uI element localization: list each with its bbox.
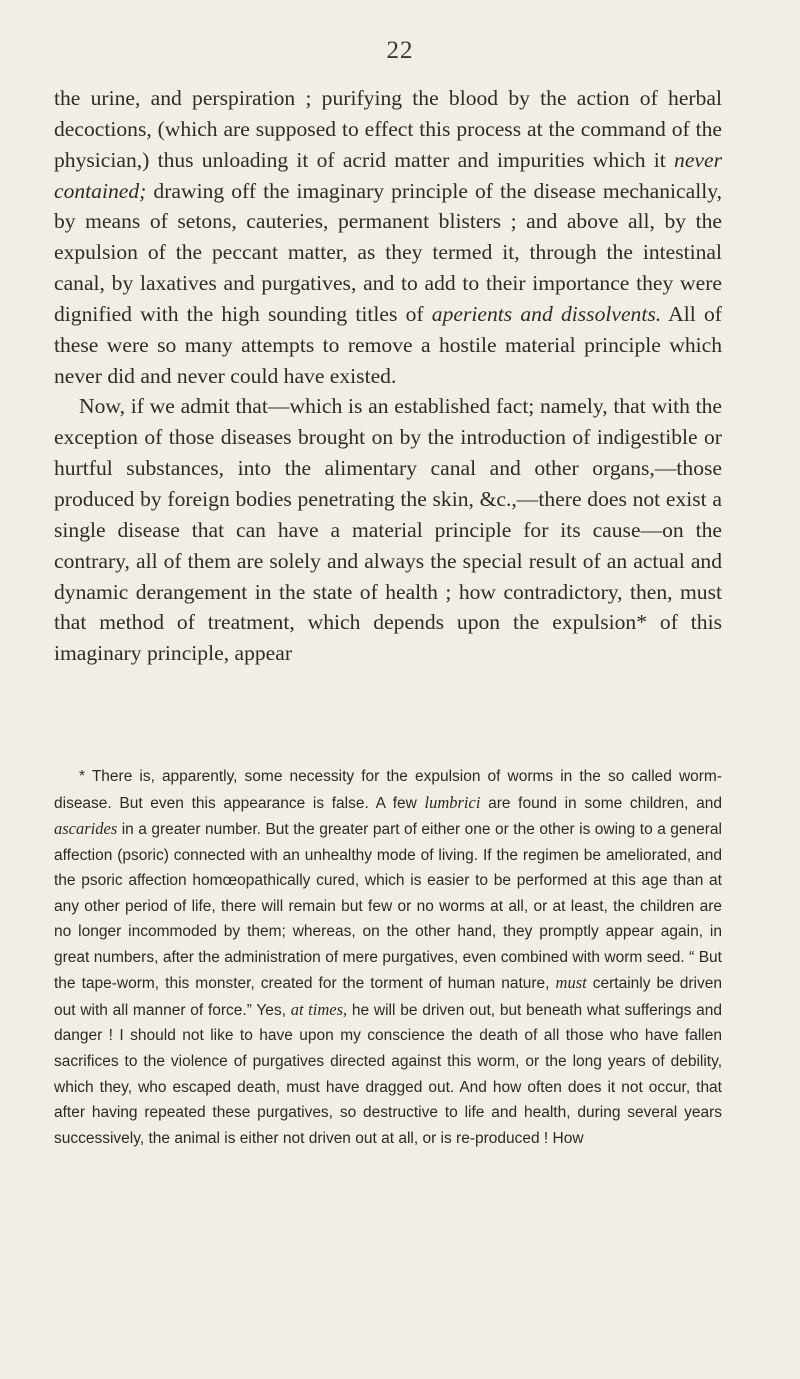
main-text — [54, 83, 722, 669]
paragraph-1-italic-aperients: aperients and dissolvents. — [431, 301, 662, 326]
footnote-text-i: he will be driven out, but beneath what sufferings and danger ! I should not like to have upon my conscience the death of all those who have fallen sacrifices to the violence of purgatives directed against this worm, or the long years of debility, which they, who escaped death, must have dragged out. And how often does it not occur, that after having repeated these purgatives, so destructive to life and health, during several years successively, the animal is either not driven out at all, or is re-produced ! How — [54, 1001, 722, 1147]
footnote-italic-lumbrici: lumbrici — [424, 792, 481, 812]
page-number: 22 — [386, 37, 414, 64]
footnote-text-g: certainly be driven out with all manner of force.” Yes, — [54, 975, 722, 1019]
footnote-text-e: in a greater number. But the greater part of either one or the other is owing to a general affection (psoric) connected with an unhealthy mode of living. If the regimen be ameliorated, and the psoric affection homœopathically cured, which is easier to be performed at this age than at any other period of life, there will remain but few or no worms at all, or at least, the children are no longer incommoded by them; whereas, on the other hand, they promptly appear again, in great numbers, after the administration of mere purgatives, even combined with worm seed. “ But the tape-worm, this monster, created for the torment of human nature, — [54, 821, 722, 993]
paragraph-2: Now, if we admit that—which is an established fact; namely, that with the exception of those diseases brought on by the introduction of indigestible or hurtful substances, into the alimentary canal and other organs,—those produced by foreign bodies penetrating the skin, &c.,—there does not exist a single disease that can have a material principle for its cause—on the contrary, all of them are solely and always the special result of an actual and dynamic derangement in the state of health ; how contradictory, then, must that method of treatment, which depends upon the expulsion* of this imaginary principle, appear — [54, 394, 722, 666]
footnote-italic-ascarides: ascarides — [54, 819, 118, 839]
footnote-italic-must: must — [555, 973, 587, 993]
footnote-paragraph — [54, 764, 722, 1151]
paragraph-1-text-e: All of these were so many attempts to remove a hostile material principle which never did and never could have existed. — [54, 301, 722, 388]
footnote — [54, 764, 722, 1151]
paragraph-1-text-c: drawing off the imaginary principle of the disease mechanically, by means of setons, cauteries, permanent blisters ; and above all, by the expulsion of the peccant matter, as they termed it, through the intestinal canal, by laxatives and purgatives, and to add to their importance they were dignified with the high sounding titles of — [54, 178, 722, 326]
footnote-text-a: * There is, apparently, some necessity for the expulsion of worms in the so called worm-disease. But even this appearance is false. A few — [54, 768, 722, 812]
paragraph-1 — [54, 83, 722, 391]
footnote-italic-at-times: at times, — [290, 999, 348, 1019]
footnote-text-c: are found in some children, and — [480, 794, 722, 812]
paragraph-1-text-a: the urine, and perspiration ; purifying the blood by the action of herbal decoctions, (which are supposed to effect this process at the command of the physician,) thus unloading it of acrid matter and impurities which it — [54, 86, 722, 172]
paragraph-1-italic-never-contained: never contained; — [54, 147, 722, 203]
